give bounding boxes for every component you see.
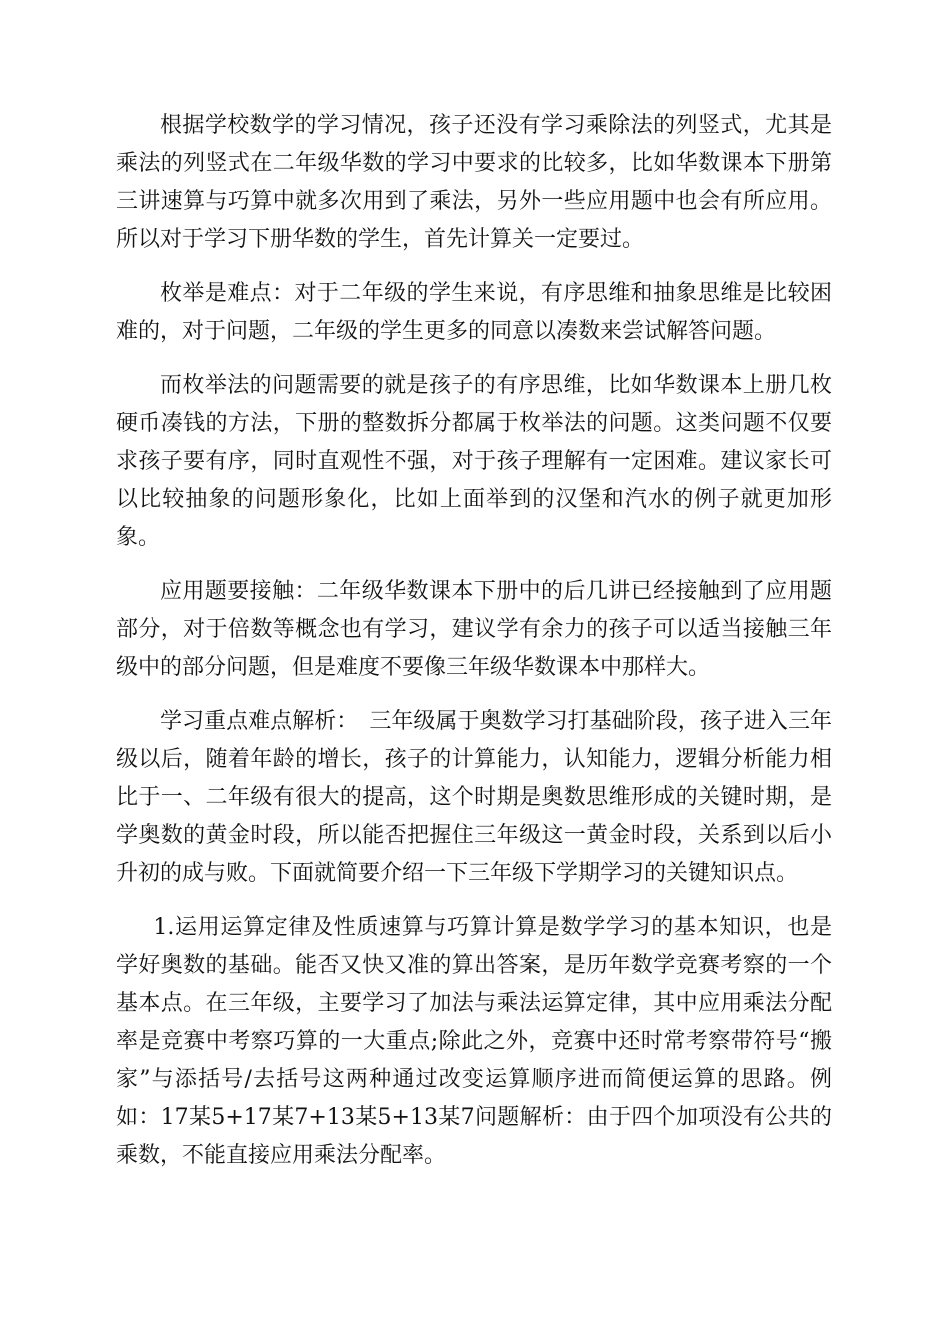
paragraph-enumeration-method: 而枚举法的问题需要的就是孩子的有序思维，比如华数课本上册几枚硬币凑钱的方法，下册的整数拆分都属于枚举法的问题。这类问题不仅要求孩子要有序，同时直观性不强，对于孩子理解有一定困难。建议家长可以比较抽象的问题形象化，比如上面举到的汉堡和汽水的例子就更加形象。 [116, 373, 832, 550]
paragraph-calculation: 根据学校数学的学习情况，孩子还没有学习乘除法的列竖式，尤其是乘法的列竖式在二年级华数的学习中要求的比较多，比如华数课本下册第三讲速算与巧算中就多次用到了乘法，另外一些应用题中也会有所应用。所以对于学习下册华数的学生，首先计算关一定要过。 [116, 113, 832, 252]
paragraph-word-problems: 应用题要接触：二年级华数课本下册中的后几讲已经接触到了应用题部分，对于倍数等概念也有学习，建议学有余力的孩子可以适当接触三年级中的部分问题，但是难度不要像三年级华数课本中那样大。 [116, 579, 832, 680]
paragraph-operation-laws: 1.运用运算定律及性质速算与巧算计算是数学学习的基本知识，也是学好奥数的基础。能否又快又准的算出答案，是历年数学竞赛考察的一个基本点。在三年级，主要学习了加法与乘法运算定律，其中应用乘法分配率是竞赛中考察巧算的一大重点;除此之外，竞赛中还时常考察带符号“搬家”与添括号/去括号这两种通过改变运算顺序进而简便运算的思路。例如：17某5+17某7+13某5+13某7问题解析：由于四个加项没有公共的乘数，不能直接应用乘法分配率。 [116, 915, 832, 1168]
paragraph-enumeration-difficulty: 枚举是难点：对于二年级的学生来说，有序思维和抽象思维是比较困难的，对于问题，二年级的学生更多的同意以凑数来尝试解答问题。 [116, 281, 832, 344]
document-page [116, 107, 832, 1191]
paragraph-key-points-analysis: 学习重点难点解析： 三年级属于奥数学习打基础阶段，孩子进入三年级以后，随着年龄的增长，孩子的计算能力，认知能力，逻辑分析能力相比于一、二年级有很大的提高，这个时期是奥数思维形成的关键时期，是学奥数的黄金时段，所以能否把握住三年级这一黄金时段，关系到以后小升初的成与败。下面就简要介绍一下三年级下学期学习的关键知识点。 [116, 709, 832, 886]
